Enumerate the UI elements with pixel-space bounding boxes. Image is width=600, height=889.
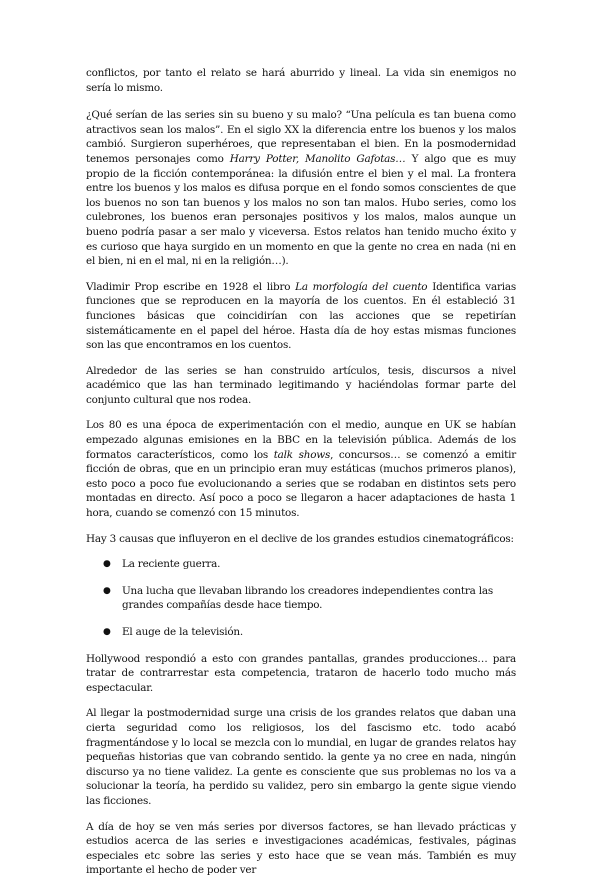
paragraph-today [86, 820, 516, 878]
paragraph-buenos-malos [86, 108, 516, 269]
paragraph-causes-intro [86, 532, 516, 547]
paragraph-text: A día de hoy se ven más series por diversos factores, se han llevado prácticas y estudios acerca de las series e investigaciones académicas, festivales, páginas especiales etc sobre las series y esto hace que se vean más. También es muy importante el hecho de poder ver [86, 820, 516, 877]
paragraph-text: ¿Qué serían de las series sin su bueno y su malo? “Una película es tan buena como atractivos sean los malos”. En el siglo XX la diferencia entre los buenos y los malos cambió. Surgieron superhéroes, que representaban el bien. En la posmodernidad tenemos personajes como [86, 109, 516, 165]
paragraph-text: Hollywood respondió a esto con grandes pantallas, grandes producciones… para tratar de contrarrestar esta competencia, trataron de hacerlo todo mucho más espectacular. [86, 652, 516, 694]
list-item [86, 625, 516, 640]
paragraph-text: Vladimir Prop escribe en 1928 el libro [86, 280, 296, 293]
paragraph-text: Alrededor de las series se han construido artículos, tesis, discursos a nivel académico que las han terminado legitimando y haciéndolas formar parte del conjunto cultural que nos rodea. [86, 364, 516, 406]
bullet-icon: ● [103, 559, 111, 570]
list-item-text: Una lucha que llevaban librando los creadores independientes contra las grandes compañías desde hace tiempo. [122, 584, 493, 612]
bullet-icon: ● [103, 627, 111, 637]
paragraph-text: Hay 3 causas que influyeron en el declive de los grandes estudios cinematográficos: [86, 532, 514, 545]
paragraph-text: Los 80 es una época de experimentación con el medio, aunque en UK se habían empezado algunas emisiones en la BBC en la televisión pública. Además de los formatos característicos, como los [86, 419, 516, 461]
italic-book-title: La morfología del cuento [295, 280, 428, 293]
paragraph-text: , concursos… se comenzó a emitir ficción de obras, que en un principio eran muy estáticas (muchos primeros planos), esto poco a poco fue evolucionando a series que se rodaban en distintos sets pero montadas en directo. Así poco a poco se llegaron a hacer adaptaciones de hasta 1 hora, cuando se comenzó con 15 minutos. [86, 448, 516, 520]
list-item-text: La reciente guerra. [122, 558, 221, 571]
paragraph-propp [86, 280, 516, 353]
paragraph-academic [86, 364, 516, 408]
paragraph-postmodernity [86, 706, 516, 808]
list-item-text: El auge de la televisión. [122, 626, 244, 638]
paragraph-80s [86, 418, 516, 520]
list-item [86, 557, 516, 572]
italic-talk-shows: talk shows [273, 448, 331, 461]
list-item [86, 584, 516, 613]
paragraph-text: Y algo que es muy propio de la ficción contemporánea: la difusión entre el bien y el mal. La frontera entre los buenos y los malos es difusa porque en el fondo somos conscientes de que los buenos no son tan buenos y los malos no son tan malos. Hubo series, como los culebrones, los buenos eran personajes positivos y los malos, malos aunque un bueno podría pasar a ser malo y viceversa. Estos relatos han tenido mucho éxito y es curioso que haya surgido en un momento en que la gente no crea en nada (ni en el bien, ni en el mal, ni en la religión…). [86, 152, 516, 268]
paragraph-conflictos [86, 66, 516, 95]
document-body [86, 66, 516, 889]
paragraph-text: Al llegar la postmodernidad surge una crisis de los grandes relatos que daban una cierta seguridad como los religiosos, los del fascismo etc. todo acabó fragmentándose y lo local se mezcla con lo mundial, en lugar de grandes relatos hay pequeñas historias que van cobrando sentido. la gente ya no cree en nada, ningún discurso ya no tiene validez. La gente es consciente que sus problemas no los va a solucionar la teoría, ha perdido su validez, pero sin embargo la gente sigue viendo las ficciones. [86, 707, 516, 807]
italic-characters: Harry Potter, Manolito Gafotas… [229, 152, 406, 165]
paragraph-text: Identifica varias funciones que se reproducen en la mayoría de los cuentos. En él estableció 31 funciones básicas que coincidirían con las acciones que se repetirían sistemáticamente en el papel del héroe. Hasta día de hoy estas mismas funciones son las que encontramos en los cuentos. [86, 280, 516, 352]
causes-list [86, 557, 516, 639]
bullet-icon: ● [103, 585, 111, 596]
paragraph-text: conflictos, por tanto el relato se hará aburrido y lineal. La vida sin enemigos no sería lo mismo. [86, 67, 516, 94]
paragraph-hollywood [86, 652, 516, 696]
